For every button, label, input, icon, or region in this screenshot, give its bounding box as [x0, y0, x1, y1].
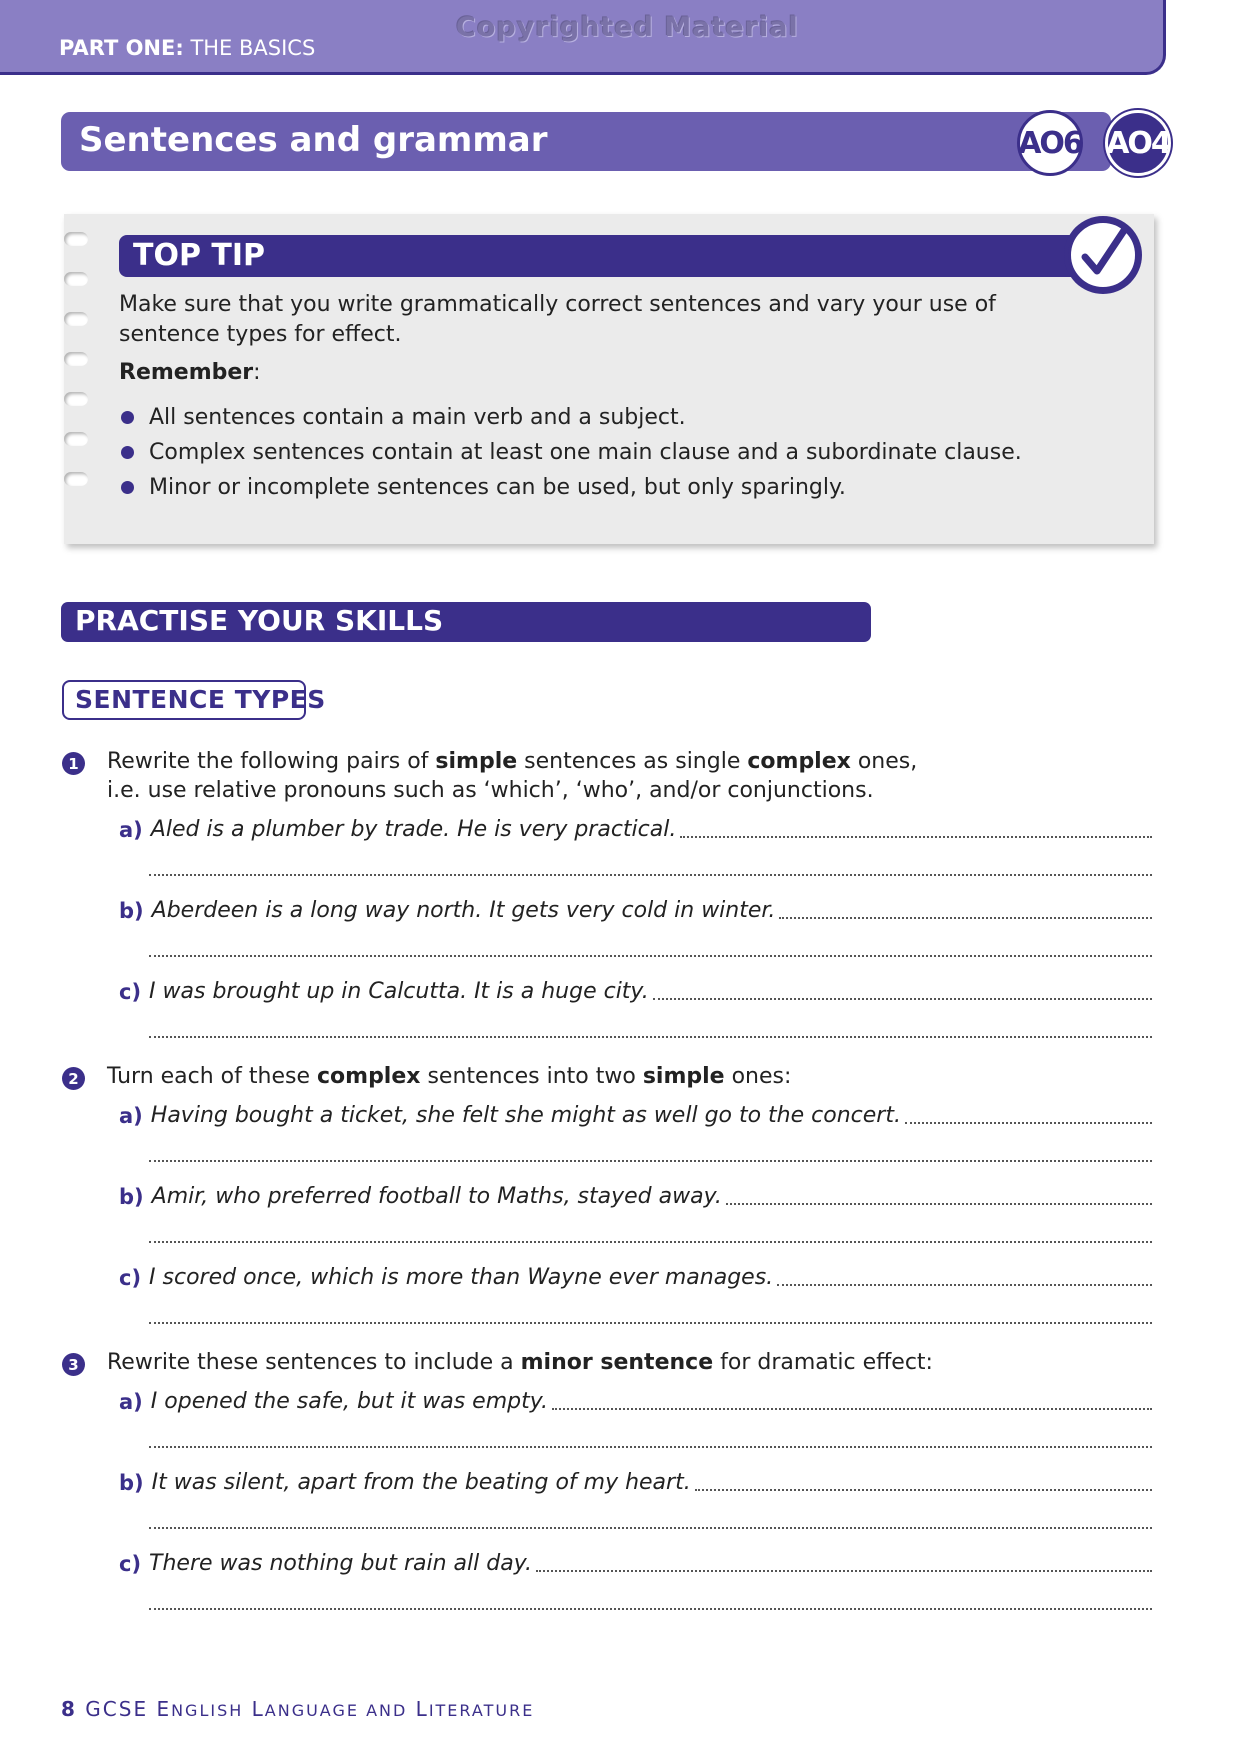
q-text: Rewrite these sentences to include a — [107, 1350, 521, 1375]
binder-ring — [64, 472, 88, 486]
remember-list — [119, 400, 1022, 505]
item-label: a) — [119, 1390, 143, 1414]
remember-label — [119, 360, 261, 385]
q-bold: simple — [642, 1064, 725, 1089]
footer-text: E — [156, 1697, 172, 1721]
answer-line[interactable] — [149, 1241, 1152, 1243]
question-number-3: 3 — [62, 1353, 85, 1376]
part-prefix: PART ONE: — [59, 36, 184, 60]
footer-text: L — [415, 1697, 429, 1721]
page-number: 8 — [61, 1697, 77, 1721]
answer-line[interactable] — [149, 955, 1152, 957]
answer-line[interactable] — [149, 1608, 1152, 1610]
answer-line[interactable] — [726, 1202, 1152, 1205]
item-text: Aberdeen is a long way north. It gets very cold in winter. — [151, 898, 776, 923]
answer-item — [119, 974, 1152, 1004]
q-text: sentences into two — [420, 1064, 643, 1089]
page-title: Sentences and grammar — [79, 120, 548, 160]
top-tip-heading: TOP TIP — [133, 238, 266, 273]
part-label — [59, 36, 315, 60]
footer-text: NGLISH — [171, 1701, 244, 1720]
answer-item — [119, 1179, 1152, 1209]
item-label: c) — [119, 1266, 142, 1290]
answer-line[interactable] — [653, 997, 1152, 1000]
item-label: a) — [119, 1104, 143, 1128]
item-text: Amir, who preferred football to Maths, stayed away. — [151, 1184, 722, 1209]
page-footer — [61, 1697, 534, 1721]
answer-line[interactable] — [905, 1121, 1152, 1124]
bullet-icon — [121, 481, 134, 494]
item-text: I was brought up in Calcutta. It is a huge city. — [149, 979, 649, 1004]
answer-line[interactable] — [680, 835, 1152, 838]
item-text: It was silent, apart from the beating of my heart. — [151, 1470, 691, 1495]
item-label: b) — [119, 1471, 144, 1495]
item-text: I opened the safe, but it was empty. — [150, 1389, 549, 1414]
remember-colon: : — [253, 360, 261, 385]
footer-text: ITERATURE — [428, 1701, 535, 1720]
item-label: c) — [119, 980, 142, 1004]
answer-line[interactable] — [536, 1569, 1152, 1572]
answer-item — [119, 812, 1152, 842]
item-text: I scored once, which is more than Wayne ever manages. — [149, 1265, 774, 1290]
answer-item — [119, 1465, 1152, 1495]
check-mark-icon — [1068, 220, 1138, 290]
q-text: ones, — [850, 749, 918, 774]
answer-line[interactable] — [779, 916, 1152, 919]
q-text: for dramatic effect: — [713, 1350, 933, 1375]
binder-ring — [64, 352, 88, 366]
footer-text: ANGUAGE AND — [264, 1701, 408, 1720]
binder-ring — [64, 232, 88, 246]
item-label: a) — [119, 818, 143, 842]
q-bold: complex — [316, 1064, 421, 1089]
answer-line[interactable] — [149, 874, 1152, 876]
item-label: b) — [119, 1185, 144, 1209]
question-number-2: 2 — [62, 1067, 85, 1090]
answer-line[interactable] — [777, 1283, 1152, 1286]
question-1-line-2: i.e. use relative pronouns such as ‘which’, ‘who’, and/or conjunctions. — [107, 778, 874, 803]
bullet-icon — [121, 411, 134, 424]
binder-ring — [64, 432, 88, 446]
answer-item — [119, 893, 1152, 923]
answer-item — [119, 1260, 1152, 1290]
item-label: c) — [119, 1552, 142, 1576]
answer-item — [119, 1384, 1152, 1414]
binder-ring — [64, 272, 88, 286]
item-text: Aled is a plumber by trade. He is very practical. — [150, 817, 677, 842]
footer-gcse: GCSE — [85, 1697, 149, 1721]
top-tip-intro: Make sure that you write grammatically correct sentences and vary your use of sentence types for effect. — [119, 292, 996, 347]
copyright-watermark: Copyrighted Material — [456, 12, 799, 43]
practise-heading: PRACTISE YOUR SKILLS — [75, 604, 444, 637]
q-bold: complex — [747, 749, 851, 774]
ao6-badge: AO6 — [1017, 110, 1083, 176]
answer-item — [119, 1546, 1152, 1576]
answer-line[interactable] — [149, 1036, 1152, 1038]
q-text: ones: — [724, 1064, 792, 1089]
answer-item — [119, 1098, 1152, 1128]
part-title: THE BASICS — [190, 36, 316, 60]
answer-line[interactable] — [149, 1322, 1152, 1324]
bullet-icon — [121, 446, 134, 459]
binder-ring — [64, 392, 88, 406]
binder-ring — [64, 312, 88, 326]
bullet-text: All sentences contain a main verb and a subject. — [149, 405, 686, 430]
q-text: Turn each of these — [107, 1064, 317, 1089]
ao4-badge: AO4 — [1105, 110, 1171, 176]
answer-line[interactable] — [149, 1160, 1152, 1162]
answer-line[interactable] — [149, 1446, 1152, 1448]
q-bold: minor sentence — [520, 1350, 714, 1375]
question-1-line-1 — [107, 747, 917, 776]
answer-line[interactable] — [552, 1407, 1152, 1410]
bullet-text: Complex sentences contain at least one main clause and a subordinate clause. — [149, 440, 1022, 465]
q-bold: simple — [435, 749, 518, 774]
list-item — [119, 470, 1022, 505]
footer-text: L — [251, 1697, 265, 1721]
answer-line[interactable] — [149, 1527, 1152, 1529]
answer-line[interactable] — [695, 1488, 1152, 1491]
list-item — [119, 435, 1022, 470]
item-text: There was nothing but rain all day. — [149, 1551, 533, 1576]
q-text: Rewrite the following pairs of — [107, 749, 436, 774]
remember-text: Remember — [119, 360, 254, 385]
question-3-line-1 — [107, 1348, 933, 1377]
question-2-line-1 — [107, 1062, 791, 1091]
sentence-types-heading: SENTENCE TYPES — [75, 685, 326, 714]
q-text: sentences as single — [517, 749, 748, 774]
list-item — [119, 400, 1022, 435]
bullet-text: Minor or incomplete sentences can be used, but only sparingly. — [149, 475, 846, 500]
item-text: Having bought a ticket, she felt she might as well go to the concert. — [150, 1103, 901, 1128]
question-number-1: 1 — [62, 752, 85, 775]
item-label: b) — [119, 899, 144, 923]
